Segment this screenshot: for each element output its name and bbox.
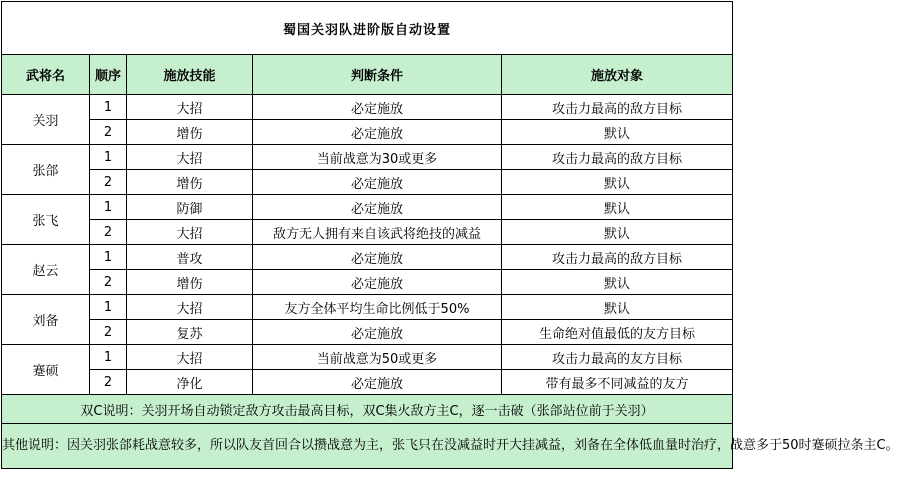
table-row (2, 220, 733, 245)
skill-cell: 增伤 (127, 170, 253, 195)
table-row (2, 120, 733, 145)
condition-cell: 必定施放 (253, 170, 502, 195)
header-row (2, 55, 733, 95)
table-row (2, 195, 733, 220)
table-row (2, 170, 733, 195)
skill-cell: 复苏 (127, 320, 253, 345)
target-cell: 默认 (502, 120, 733, 145)
skill-cell: 大招 (127, 95, 253, 120)
hero-name-cell: 张飞 (2, 195, 90, 245)
note-other: 其他说明：因关羽张郃耗战意较多，所以队友首回合以攒战意为主，张飞只在没减益时开大挂减益，刘备在全体低血量时治疗，战意多于50时蹇硕拉条主C。 (2, 424, 733, 469)
condition-cell: 必定施放 (253, 195, 502, 220)
header-hero-name: 武将名 (2, 55, 90, 95)
target-cell: 攻击力最高的敌方目标 (502, 95, 733, 120)
condition-cell: 必定施放 (253, 370, 502, 395)
header-skill: 施放技能 (127, 55, 253, 95)
order-cell: 2 (90, 370, 127, 395)
header-target: 施放对象 (502, 55, 733, 95)
condition-cell: 当前战意为50或更多 (253, 345, 502, 370)
table-row (2, 370, 733, 395)
table-row (2, 245, 733, 270)
condition-cell: 敌方无人拥有来自该武将绝技的减益 (253, 220, 502, 245)
hero-name-cell: 蹇硕 (2, 345, 90, 395)
order-cell: 1 (90, 345, 127, 370)
skill-cell: 大招 (127, 345, 253, 370)
table-row (2, 145, 733, 170)
hero-name-cell: 关羽 (2, 95, 90, 145)
table-row (2, 270, 733, 295)
skill-cell: 大招 (127, 220, 253, 245)
order-cell: 1 (90, 245, 127, 270)
table-row (2, 95, 733, 120)
target-cell: 默认 (502, 295, 733, 320)
order-cell: 2 (90, 170, 127, 195)
condition-cell: 友方全体平均生命比例低于50% (253, 295, 502, 320)
hero-name-cell: 赵云 (2, 245, 90, 295)
settings-table (1, 1, 899, 469)
target-cell: 攻击力最高的友方目标 (502, 345, 733, 370)
order-cell: 2 (90, 120, 127, 145)
target-cell: 攻击力最高的敌方目标 (502, 245, 733, 270)
skill-cell: 普攻 (127, 245, 253, 270)
condition-cell: 必定施放 (253, 270, 502, 295)
order-cell: 1 (90, 145, 127, 170)
target-cell: 默认 (502, 270, 733, 295)
table-row (2, 295, 733, 320)
target-cell: 攻击力最高的敌方目标 (502, 145, 733, 170)
order-cell: 2 (90, 270, 127, 295)
order-cell: 1 (90, 195, 127, 220)
order-cell: 1 (90, 295, 127, 320)
skill-cell: 大招 (127, 295, 253, 320)
target-cell: 带有最多不同减益的友方 (502, 370, 733, 395)
header-order: 顺序 (90, 55, 127, 95)
table-row (2, 320, 733, 345)
order-cell: 2 (90, 220, 127, 245)
table-row (2, 345, 733, 370)
condition-cell: 必定施放 (253, 320, 502, 345)
condition-cell: 必定施放 (253, 120, 502, 145)
condition-cell: 必定施放 (253, 245, 502, 270)
order-cell: 2 (90, 320, 127, 345)
hero-name-cell: 刘备 (2, 295, 90, 345)
target-cell: 默认 (502, 220, 733, 245)
note-double-c: 双C说明：关羽开场自动锁定敌方攻击最高目标，双C集火敌方主C，逐一击破（张郃站位前于关羽） (2, 395, 733, 424)
target-cell: 生命绝对值最低的友方目标 (502, 320, 733, 345)
target-cell: 默认 (502, 195, 733, 220)
sheet-title: 蜀国关羽队进阶版自动设置 (2, 2, 733, 55)
order-cell: 1 (90, 95, 127, 120)
skill-cell: 净化 (127, 370, 253, 395)
condition-cell: 必定施放 (253, 95, 502, 120)
condition-cell: 当前战意为30或更多 (253, 145, 502, 170)
skill-cell: 增伤 (127, 120, 253, 145)
header-condition: 判断条件 (253, 55, 502, 95)
skill-cell: 增伤 (127, 270, 253, 295)
target-cell: 默认 (502, 170, 733, 195)
hero-name-cell: 张郃 (2, 145, 90, 195)
skill-cell: 大招 (127, 145, 253, 170)
skill-cell: 防御 (127, 195, 253, 220)
